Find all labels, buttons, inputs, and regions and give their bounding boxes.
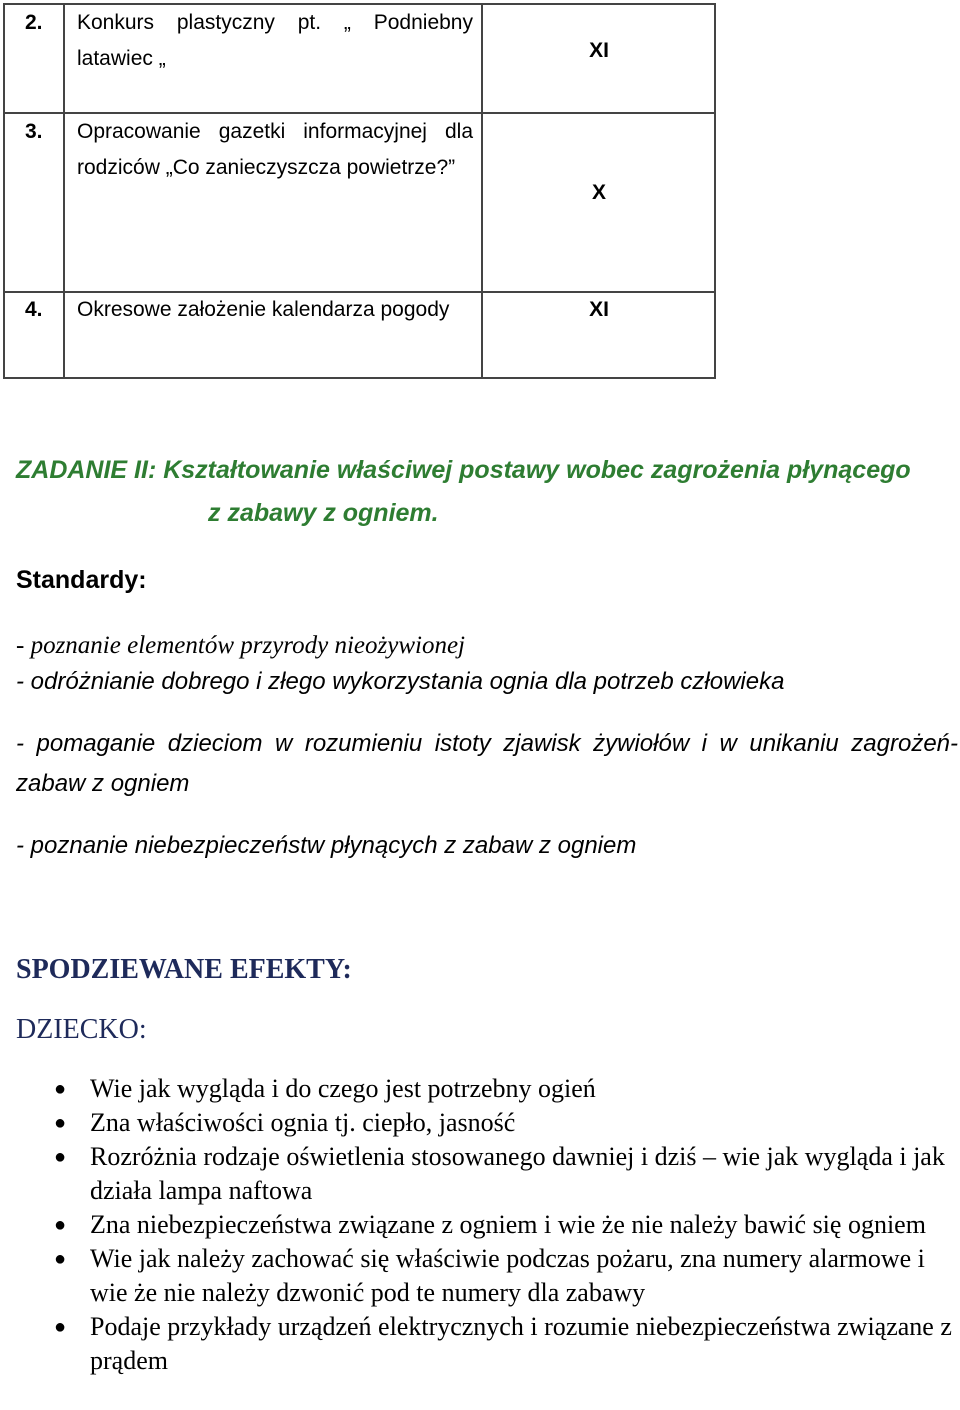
standard-item: - poznanie niebezpieczeństw płynących z zabaw z ogniem: [16, 832, 637, 859]
task-title: ZADANIE II: Kształtowanie właściwej postawy wobec zagrożenia płynącego: [16, 456, 911, 484]
bullet-icon: ●: [54, 1112, 67, 1134]
row-month: X: [591, 181, 606, 204]
list-item: [52, 1106, 952, 1140]
standard-item: - odróżnianie dobrego i złego wykorzystania ognia dla potrzeb człowieka: [16, 668, 785, 695]
effect-text: Zna niebezpieczeństwa związane z ogniem i wie że nie należy bawić się ogniem: [90, 1210, 926, 1239]
list-item: [52, 1208, 952, 1242]
row-description: Opracowanie gazetki informacyjnej dla rodziców „Co zanieczyszcza powietrze?”: [77, 120, 473, 179]
task-title-continued: z zabawy z ogniem.: [208, 499, 439, 527]
effect-text: Podaje przykłady urządzeń elektrycznych i rozumie niebezpieczeństwa związane z prądem: [90, 1312, 952, 1375]
table-divider: [63, 5, 65, 377]
row-number: 4.: [25, 298, 43, 321]
table-divider: [481, 5, 483, 377]
bullet-icon: ●: [54, 1248, 67, 1270]
effect-text: Zna właściwości ognia tj. ciepło, jasność: [90, 1108, 516, 1137]
list-item: [52, 1310, 952, 1378]
standard-item: - pomaganie dzieciom w rozumieniu istoty zjawisk żywiołów i w unikaniu zagrożeń- zabaw z ogniem: [16, 730, 958, 797]
row-month: XI: [589, 39, 609, 62]
row-description: Konkurs plastyczny pt. „ Podniebny latawiec „: [77, 11, 473, 70]
standards-heading: Standardy:: [16, 566, 147, 594]
bullet-icon: ●: [54, 1214, 67, 1236]
bullet-icon: ●: [54, 1146, 67, 1168]
row-description: Okresowe założenie kalendarza pogody: [77, 298, 450, 321]
list-item: [52, 1140, 952, 1208]
effects-heading: SPODZIEWANE EFEKTY:: [16, 954, 352, 985]
standard-item: - poznanie elementów przyrody nieożywionej: [16, 632, 465, 659]
bullet-icon: ●: [54, 1078, 67, 1100]
list-item: [52, 1072, 952, 1106]
child-heading: DZIECKO:: [16, 1014, 147, 1045]
effect-text: Rozróżnia rodzaje oświetlenia stosowanego dawniej i dziś – wie jak wygląda i jak działa lampa naftowa: [90, 1142, 945, 1205]
bullet-icon: ●: [54, 1316, 67, 1338]
effect-text: Wie jak wygląda i do czego jest potrzebny ogień: [90, 1074, 596, 1103]
effect-text: Wie jak należy zachować się właściwie podczas pożaru, zna numery alarmowe i wie że nie należy dzwonić pod te numery dla zabawy: [90, 1244, 925, 1307]
row-number: 3.: [25, 120, 43, 143]
list-item: [52, 1242, 952, 1310]
row-month: XI: [589, 298, 609, 321]
row-number: 2.: [25, 11, 43, 34]
effects-list: [52, 1072, 952, 1378]
activities-table: [3, 3, 716, 379]
